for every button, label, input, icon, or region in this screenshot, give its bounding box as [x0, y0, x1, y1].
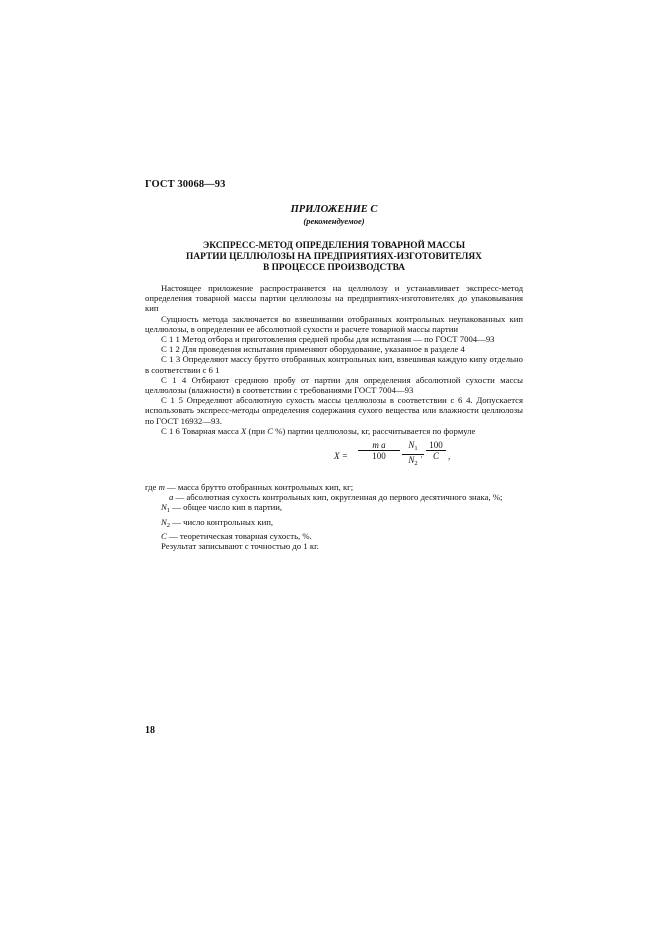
paragraph-c11: С 1 1 Метод отбора и приготовления средней пробы для испытания — по ГОСТ 7004—93	[161, 334, 495, 345]
formula-lhs: X =	[334, 451, 348, 462]
formula-dot: ·	[420, 452, 423, 463]
fraction-100-c	[426, 440, 446, 461]
gost-header: ГОСТ 30068—93	[145, 179, 226, 190]
paragraph-c13: С 1 3 Определяют массу брутто отобранных контрольных кип, взвешивая каждую кипу отдельно в соответствии с 6 1	[145, 354, 523, 375]
title-line-3: В ПРОЦЕССЕ ПРОИЗВОДСТВА	[262, 263, 405, 273]
title-line-2: ПАРТИИ ЦЕЛЛЮЛОЗЫ НА ПРЕДПРИЯТИЯХ-ИЗГОТОВИТЕЛЯХ	[186, 252, 482, 262]
paragraph-c16	[145, 426, 523, 436]
legend-sub-n1: 1	[166, 507, 171, 515]
legend-row	[145, 517, 523, 531]
legend-text-a: — абсолютная сухость контрольных кип, округленная до первого десятичного знака, %;	[175, 492, 503, 503]
n1-symbol: N	[408, 440, 415, 451]
c16-prefix: С 1 6 Товарная масса	[161, 425, 241, 436]
legend-row	[145, 502, 523, 516]
n2-subscript: 2	[414, 460, 418, 468]
c16-suffix: %) партии целлюлозы, кг, рассчитывается по формуле	[273, 425, 476, 436]
appendix-heading	[145, 203, 523, 227]
document-body	[145, 283, 523, 551]
fraction-3-numerator: 100	[426, 440, 446, 451]
legend-text-n1: — общее число кип в партии,	[172, 502, 283, 513]
legend-row	[145, 492, 523, 502]
fraction-1-denominator: 100	[372, 451, 386, 462]
paragraph-c15: С 1 5 Определяют абсолютную сухость массы целлюлозы в соответствии с 6 4. Допускается использовать экспресс-методы определения содержания сухого вещества или влажности целлюлозы по ГОСТ 16932—93.	[145, 395, 523, 426]
legend-row	[145, 531, 523, 541]
n2-symbol: N	[408, 455, 415, 466]
fraction-ma-100	[358, 440, 400, 461]
formula	[334, 438, 523, 480]
c16-c-symbol: C	[267, 425, 273, 436]
legend-symbol-n1: N	[161, 502, 167, 513]
fraction-1-numerator: m a	[358, 440, 400, 451]
legend-text-n2: — число контрольных кип,	[172, 516, 274, 527]
formula-comma: ,	[448, 451, 451, 462]
paragraph-c12: С 1 2 Для проведения испытания применяют оборудование, указанное в разделе 4	[161, 344, 465, 355]
legend-where: где	[145, 482, 157, 493]
title-line-1: ЭКСПРЕСС-МЕТОД ОПРЕДЕЛЕНИЯ ТОВАРНОЙ МАССЫ	[202, 241, 466, 251]
page-number: 18	[145, 725, 155, 736]
legend-text-m: — масса брутто отобранных контрольных кип, кг;	[167, 482, 354, 493]
legend-text-c: — теоретическая товарная сухость, %.	[168, 530, 312, 541]
n1-subscript: 1	[414, 445, 418, 453]
c16-x-symbol: X	[241, 425, 247, 436]
paragraph-c14: С 1 4 Отбирают среднюю пробу от партии для определения абсолютной сухости массы целлюлозы (влажности) в соответствии с требованиями ГОСТ 7004—93	[145, 374, 523, 396]
formula-legend	[145, 482, 523, 551]
legend-sub-n2: 2	[166, 521, 171, 529]
result-note: Результат записывают с точностью до 1 кг.	[161, 541, 319, 552]
document-title	[145, 241, 523, 274]
appendix-title: ПРИЛОЖЕНИЕ С	[290, 204, 378, 215]
legend-symbol-a: a	[169, 492, 174, 503]
legend-symbol-c: C	[161, 530, 167, 541]
legend-row	[145, 482, 523, 492]
legend-symbol-m: m	[158, 482, 165, 493]
legend-symbol-n2: N	[161, 516, 167, 527]
paragraph-essence: Сущность метода заключается во взвешивании отобранных контрольных неупакованных кип целлюлозы, в определении ее абсолютной сухости и расчете товарной массы партии	[145, 313, 523, 334]
appendix-status: (рекомендуемое)	[303, 216, 365, 226]
paragraph-intro: Настоящее приложение распространяется на целлюлозу и устанавливает экспресс-метод определения товарной массы партии целлюлозы на предприятиях-изготовителях до упаковывания кип	[145, 283, 523, 314]
c16-mid: (при	[246, 425, 268, 436]
fraction-3-denominator: C	[432, 451, 439, 462]
